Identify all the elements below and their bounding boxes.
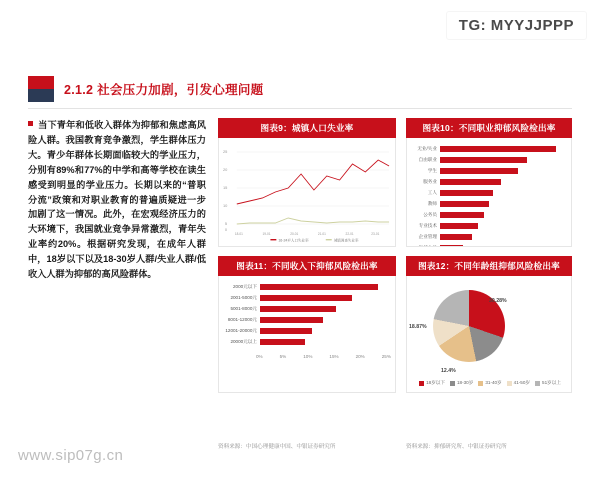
bar-track bbox=[260, 284, 391, 290]
chart-10-title: 图表10：不同职业抑郁风险检出率 bbox=[406, 118, 572, 138]
watermark-bottom-left: www.sip07g.cn bbox=[18, 447, 124, 464]
bar-label: 企业管理 bbox=[418, 233, 437, 239]
bar-row bbox=[223, 304, 391, 313]
bar-label: 2001-5000元 bbox=[230, 294, 257, 300]
bar-chart-10 bbox=[407, 138, 571, 247]
bar-row bbox=[411, 166, 567, 175]
bar bbox=[440, 146, 556, 152]
bar-track bbox=[440, 223, 567, 229]
axis-tick: 25% bbox=[381, 354, 391, 359]
bar-row bbox=[411, 188, 567, 197]
axis-tick: 10% bbox=[303, 354, 313, 359]
chart-9-title: 图表9：城镇人口失业率 bbox=[218, 118, 396, 138]
bar bbox=[440, 234, 472, 240]
bar-row bbox=[411, 177, 567, 186]
bar-label: 公务员 bbox=[423, 211, 437, 217]
bar-row bbox=[411, 243, 567, 247]
body-paragraph-text: 当下青年和低收入群体为抑郁和焦虑高风险人群。我国教育竞争激烈，学生群体压力大。青少年群体长期面临较大的学业压力，分别有89%和77%的中学和高等学校在读生感受到明显的学业压力。长期以来的“普职分流”政策和对职业教育的普遍质疑进一步加剧了这一情况。此外，在宏观经济压力的大环境下，我国就业竞争异常激烈，青年失业率约20%。根据研究发现，在成年人群中，18岁以下以及18-30岁人群/失业人群/低收入人群为抑郁的高风险群体。 bbox=[28, 120, 206, 280]
chart-panel-9 bbox=[218, 118, 396, 247]
svg-text:0: 0 bbox=[224, 226, 228, 233]
bar-track bbox=[440, 212, 567, 218]
svg-text:15: 15 bbox=[222, 184, 228, 191]
pie-label-2: 18.87% bbox=[409, 324, 427, 330]
chart-11-title: 图表11：不同收入下抑郁风险检出率 bbox=[218, 256, 396, 276]
bar-row bbox=[411, 221, 567, 230]
legend-swatch bbox=[450, 381, 455, 386]
bar-track bbox=[440, 245, 567, 248]
bar bbox=[440, 190, 493, 196]
bar-track bbox=[440, 168, 567, 174]
bar-track bbox=[440, 157, 567, 163]
bar-track bbox=[440, 234, 567, 240]
pie-label-0: 30.28% bbox=[489, 298, 507, 304]
bar-label: 无业/失业 bbox=[417, 145, 437, 151]
legend-item bbox=[450, 380, 473, 386]
legend-label: 51岁以上 bbox=[542, 380, 561, 385]
bar bbox=[440, 223, 478, 229]
bar-row bbox=[411, 155, 567, 164]
svg-text:20: 20 bbox=[222, 166, 228, 173]
svg-text:19-01: 19-01 bbox=[262, 231, 271, 237]
bar-row bbox=[223, 326, 391, 335]
bar-track bbox=[260, 317, 391, 323]
title-marker-icon bbox=[28, 76, 54, 102]
bar-label: 12001-20000元 bbox=[225, 327, 257, 333]
svg-text:16-24岁人口失业率: 16-24岁人口失业率 bbox=[278, 238, 309, 243]
bar-track bbox=[260, 295, 391, 301]
bar-track bbox=[440, 201, 567, 207]
bar bbox=[440, 201, 489, 207]
svg-text:城镇调查失业率: 城镇调查失业率 bbox=[333, 238, 359, 243]
line-chart-9 bbox=[219, 138, 395, 246]
bar bbox=[440, 212, 484, 218]
axis-tick: 0% bbox=[256, 354, 263, 359]
body-text-column bbox=[28, 118, 206, 282]
bar bbox=[440, 168, 518, 174]
slide-canvas bbox=[0, 68, 600, 450]
bar bbox=[260, 317, 323, 323]
pie-label-3: 12.4% bbox=[441, 368, 456, 374]
legend-swatch bbox=[419, 381, 424, 386]
bar-row bbox=[411, 144, 567, 153]
svg-text:21-01: 21-01 bbox=[317, 231, 326, 237]
bar-chart-11-axis bbox=[256, 354, 391, 359]
bar-label: 专业技术 bbox=[418, 222, 437, 228]
bar-label: 医护人员 bbox=[418, 244, 437, 247]
bar-label: 工人 bbox=[427, 189, 437, 195]
chart-panel-11 bbox=[218, 256, 396, 393]
svg-text:22-01: 22-01 bbox=[345, 231, 354, 237]
svg-text:20-01: 20-01 bbox=[290, 231, 299, 237]
axis-tick: 5% bbox=[279, 354, 287, 359]
svg-text:25: 25 bbox=[222, 148, 228, 155]
bar-chart-11 bbox=[219, 276, 395, 352]
svg-text:18-01: 18-01 bbox=[234, 231, 243, 237]
legend-item bbox=[419, 380, 445, 386]
bar-row bbox=[223, 293, 391, 302]
bar-label: 8001-12000元 bbox=[227, 316, 257, 322]
svg-text:10: 10 bbox=[222, 202, 228, 209]
bar-label: 自由职业 bbox=[418, 156, 437, 162]
bar-label: 学生 bbox=[427, 167, 437, 173]
bar-label: 服务业 bbox=[423, 178, 437, 184]
slide-title-row bbox=[28, 76, 263, 102]
legend-label: 41-50岁 bbox=[513, 380, 531, 385]
body-paragraph bbox=[28, 118, 206, 282]
bar bbox=[260, 284, 378, 290]
bar bbox=[440, 245, 463, 248]
chart-9-11-source: 资料来源：中国心理健康中国、中银证券研究所 bbox=[218, 444, 336, 450]
bar-row bbox=[411, 232, 567, 241]
bar-label: 5001-8000元 bbox=[230, 305, 257, 311]
pie-chart-12 bbox=[407, 276, 571, 392]
bar bbox=[260, 328, 312, 334]
bar bbox=[440, 157, 527, 163]
chart-9-body bbox=[218, 138, 396, 247]
bar bbox=[260, 295, 352, 301]
bar-track bbox=[440, 190, 567, 196]
chart-11-body bbox=[218, 276, 396, 393]
chart-12-title: 图表12：不同年龄组抑郁风险检出率 bbox=[406, 256, 572, 276]
bar-row bbox=[411, 210, 567, 219]
legend-item bbox=[507, 380, 530, 386]
legend-item bbox=[478, 380, 501, 386]
axis-tick: 15% bbox=[329, 354, 339, 359]
bar-track bbox=[260, 339, 391, 345]
bar-track bbox=[440, 146, 567, 152]
bar-track bbox=[260, 328, 391, 334]
chart-panel-10 bbox=[406, 118, 572, 247]
bar-label: 20000元以上 bbox=[230, 338, 257, 344]
legend-label: 31-40岁 bbox=[485, 380, 502, 385]
legend-item bbox=[535, 380, 561, 386]
pie-legend bbox=[415, 380, 565, 386]
chart-10-12-source: 资料来源：抑郁研究所、中银证券研究所 bbox=[406, 444, 507, 450]
svg-text:5: 5 bbox=[224, 220, 228, 227]
bar-label: 2000元以下 bbox=[232, 283, 257, 289]
chart-10-body bbox=[406, 138, 572, 247]
bullet-icon bbox=[28, 121, 33, 126]
legend-swatch bbox=[478, 381, 483, 386]
legend-swatch bbox=[507, 381, 512, 386]
legend-label: 18-30岁 bbox=[456, 380, 474, 385]
chart-12-body bbox=[406, 276, 572, 393]
svg-text:23-01: 23-01 bbox=[371, 231, 380, 237]
legend-label: 18岁以下 bbox=[426, 380, 445, 385]
bar-track bbox=[440, 179, 567, 185]
legend-swatch bbox=[535, 381, 540, 386]
watermark-top-right: TG: MYYJJPPP bbox=[447, 12, 586, 39]
page-title: 2.1.2 社会压力加剧，引发心理问题 bbox=[64, 83, 264, 97]
axis-tick: 20% bbox=[355, 354, 365, 359]
bar-row bbox=[223, 337, 391, 346]
title-divider bbox=[28, 108, 572, 109]
chart-panel-12 bbox=[406, 256, 572, 393]
bar-track bbox=[260, 306, 391, 312]
bar-row bbox=[411, 199, 567, 208]
bar bbox=[260, 339, 305, 345]
bar bbox=[260, 306, 336, 312]
bar bbox=[440, 179, 501, 185]
bar-label: 教师 bbox=[427, 200, 437, 206]
bar-row bbox=[223, 282, 391, 291]
bar-row bbox=[223, 315, 391, 324]
